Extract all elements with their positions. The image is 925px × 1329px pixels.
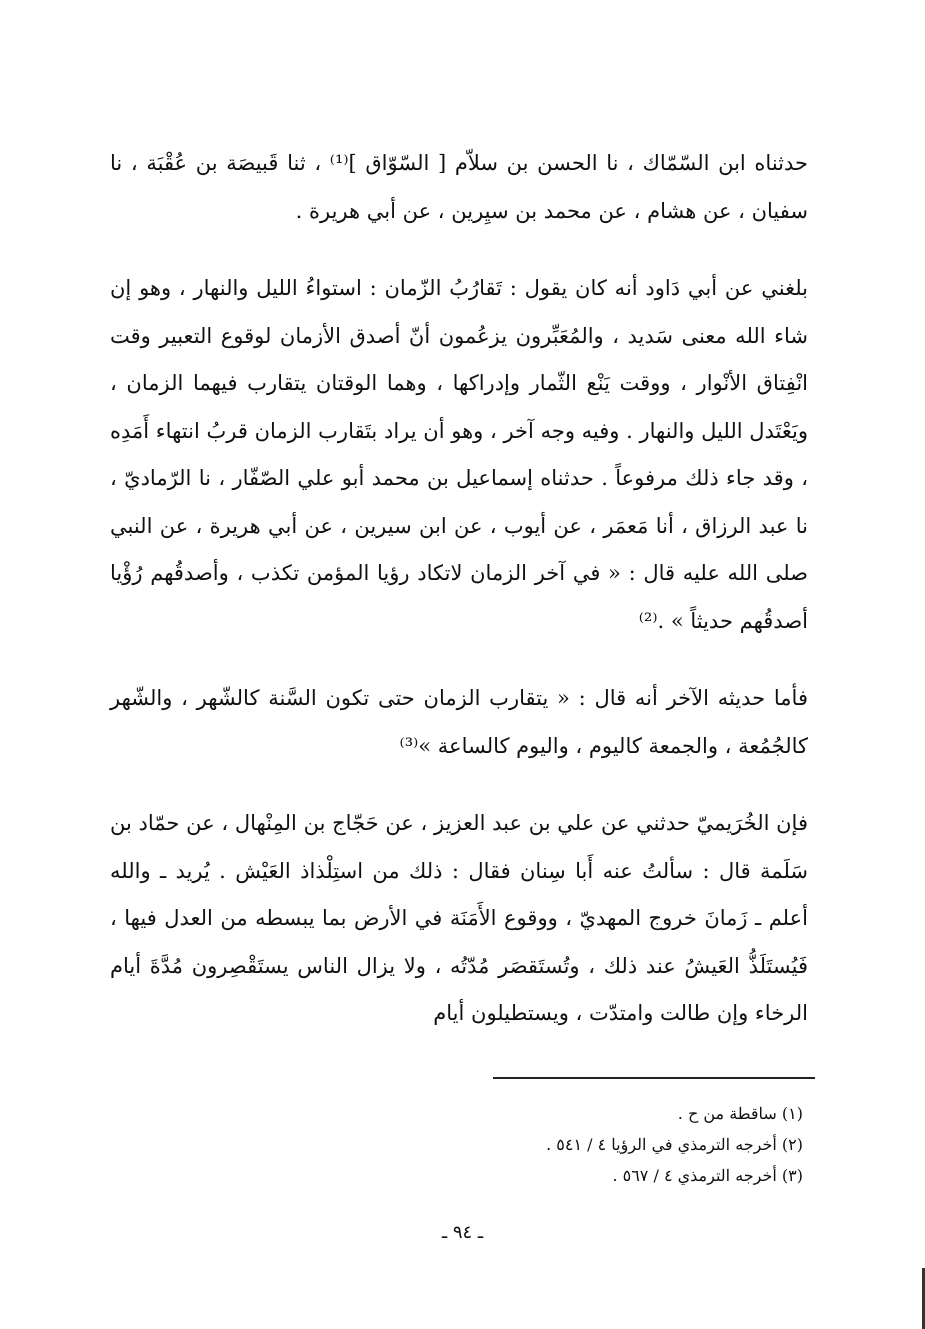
footnote-3: (٣) أخرجه الترمذي ٤ / ٥٦٧ . — [612, 1166, 803, 1185]
footnote-divider — [493, 1077, 815, 1079]
page-number: ـ ٩٤ ـ — [441, 1222, 484, 1243]
paragraph-isnad: حدثناه ابن السّمّاك ، نا الحسن بن سلاّم [ السّوّاق ]⁽¹⁾ ، ثنا قَبيصَة بن عُقْبَة ، نا سفيان ، عن هشام ، عن محمد بن سيِرين ، عن أبي هريرة . — [110, 151, 809, 223]
paragraph-other-hadith: فأما حديثه الآخر أنه قال : « يتقارب الزمان حتى تكون السَّنة كالشّهر ، والشّهر كالجُمُعة ، والجمعة كاليوم ، واليوم كالساعة »⁽³⁾ — [110, 686, 808, 758]
footnotes — [183, 1098, 803, 1191]
paragraph-explanation: بلغني عن أبي دَاود أنه كان يقول : تَقارُبُ الزّمان : استواءُ الليل والنهار ، وهو إن شاء الله معنى سَديد ، والمُعَبِّرون يزعُمون أنّ أصدق الأزمان لوقوع التعبير وقت انْفِتاق الأنْوار ، ووقت يَنْع الثّمار وإدراكها ، وهما الوقتان يتقارب فيهما الزمان ، ويَعْتَدل الليل والنهار . وفيه وجه آخر ، وهو أن يراد بتَقارب الزمان قربُ انتهاء أَمَدِه ، وقد جاء ذلك مرفوعاً . حدثناه إسماعيل بن محمد أبو علي الصّفّار ، نا الرّماديّ ، نا عبد الرزاق ، أنا مَعمَر ، عن أيوب ، عن ابن سيرين ، عن أبي هريرة ، عن النبي صلى الله عليه قال : « في آخر الزمان لاتكاد رؤيا المؤمن تكذب ، وأصدقُهم رُؤْيا أصدقُهم حديثاً » .⁽²⁾ — [110, 276, 808, 633]
footnote-2: (٢) أخرجه الترمذي في الرؤيا ٤ / ٥٤١ . — [546, 1135, 803, 1154]
paragraph-gap — [110, 770, 808, 800]
paragraph-gap — [110, 645, 808, 675]
paragraph-gap — [110, 235, 808, 265]
footnote-1: (١) ساقطة من ح . — [677, 1104, 803, 1123]
paragraph-commentary: فإن الخُرَيميّ حدثني عن علي بن عبد العزيز ، عن حَجّاج بن المِنْهال ، عن حمّاد بن سَلَمة قال : سألتُ عنه أَبا سِنان فقال : ذلك من استِلْذاذ العَيْش . يُريد ـ والله أعلم ـ زَمانَ خروج المهديّ ، ووقوع الأَمَنَة في الأرض بما يبسطه من العدل فيها ، فَيُستَلَذُّ العَيشُ عند ذلك ، وتُستَقصَر مُدّتُه ، ولا يزال الناس يستَقْصِرون مُدَّةَ أيام الرخاء وإن طالت وامتدّت ، ويستطيلون أيام — [110, 811, 808, 1025]
main-text — [110, 140, 808, 1038]
